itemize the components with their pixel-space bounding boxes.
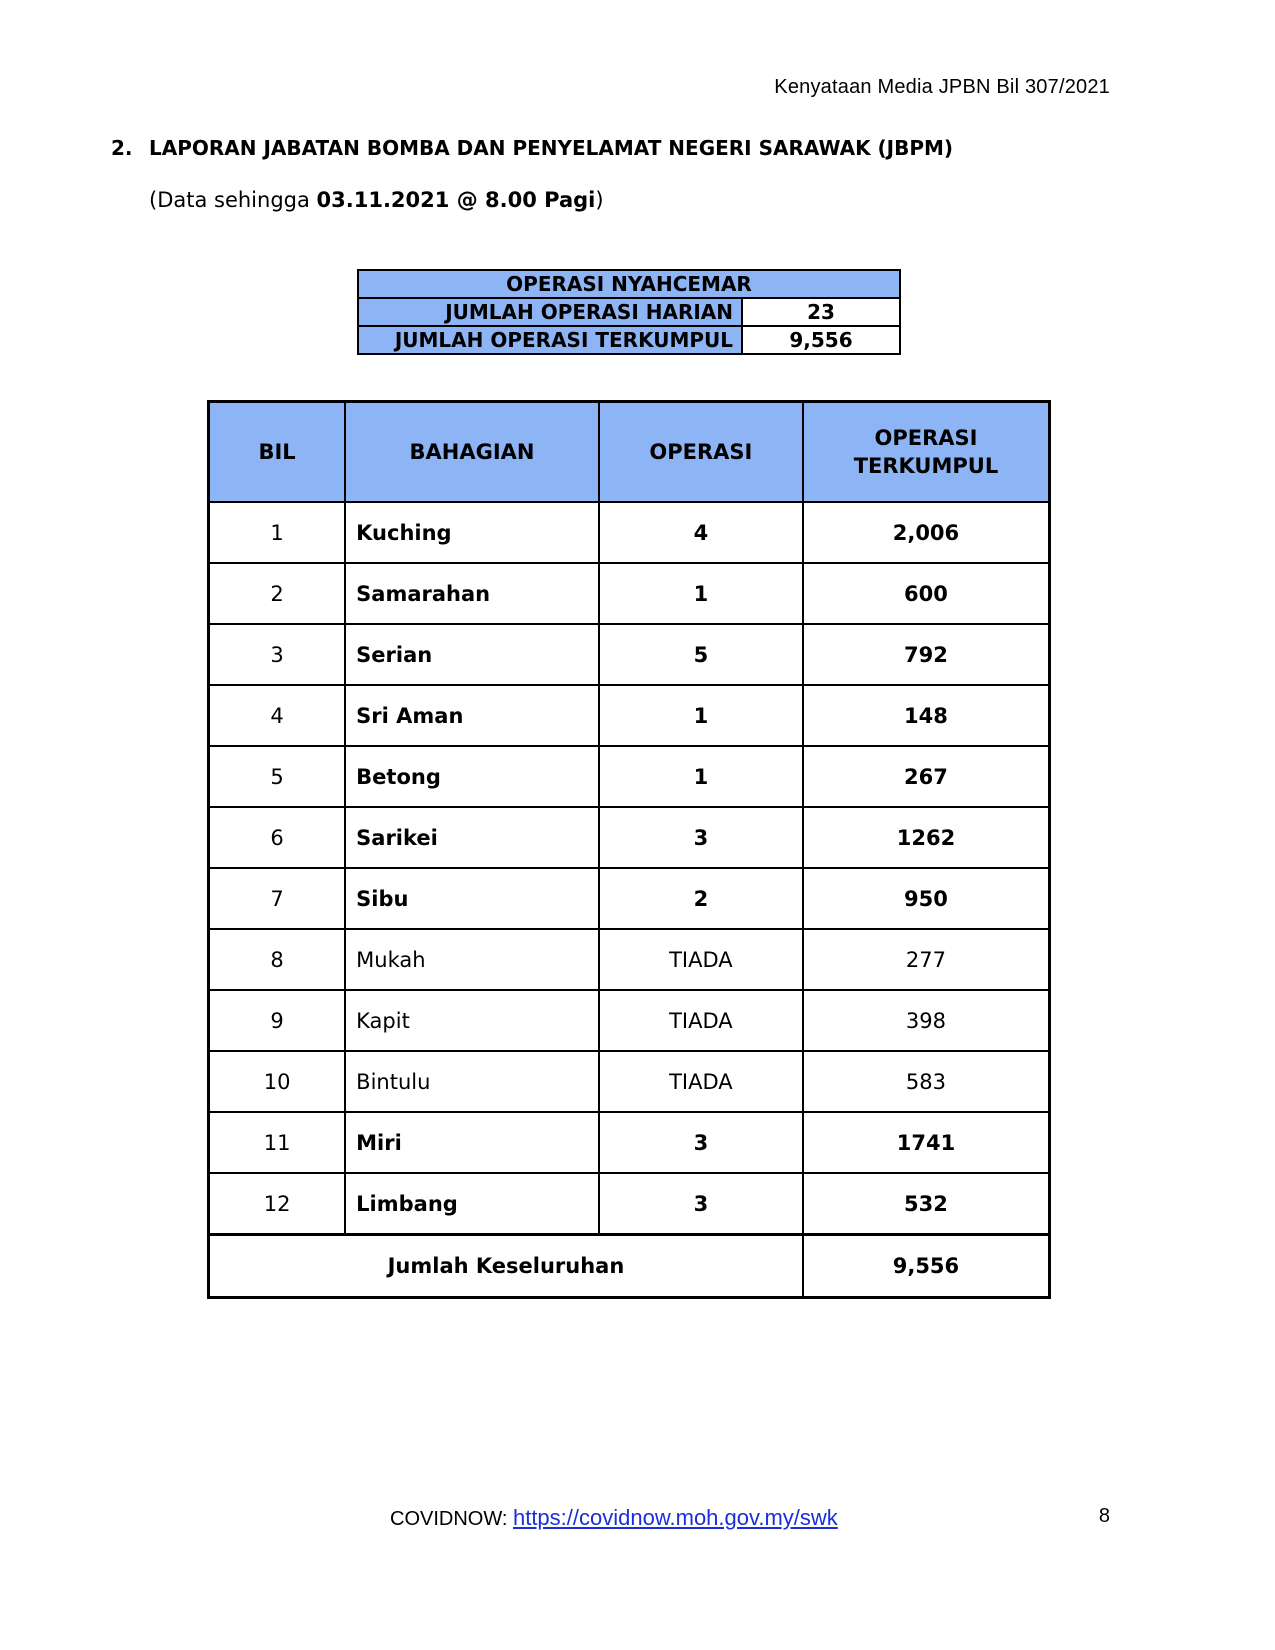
table-row — [209, 563, 1050, 624]
cell-operasi: 3 — [599, 1173, 803, 1235]
cell-terkumpul: 1262 — [803, 807, 1050, 868]
document-reference: Kenyataan Media JPBN Bil 307/2021 — [774, 76, 1110, 98]
footer-prefix: COVIDNOW: — [390, 1508, 513, 1530]
cell-terkumpul: 267 — [803, 746, 1050, 807]
cell-bahagian: Sarikei — [345, 807, 599, 868]
header-operasi: OPERASI — [599, 402, 803, 503]
cell-bahagian: Samarahan — [345, 563, 599, 624]
cell-operasi: 1 — [599, 685, 803, 746]
header-bahagian: BAHAGIAN — [345, 402, 599, 503]
cell-bil: 2 — [209, 563, 346, 624]
cell-terkumpul: 2,006 — [803, 502, 1050, 563]
cell-bil: 7 — [209, 868, 346, 929]
cell-operasi: TIADA — [599, 990, 803, 1051]
summary-value-terkumpul: 9,556 — [742, 326, 900, 354]
date-prefix: (Data sehingga — [149, 188, 317, 212]
header-terkumpul-line1: OPERASI — [874, 426, 978, 450]
cell-operasi: 1 — [599, 563, 803, 624]
cell-operasi: TIADA — [599, 1051, 803, 1112]
cell-bil: 12 — [209, 1173, 346, 1235]
cell-operasi: 3 — [599, 807, 803, 868]
cell-bil: 4 — [209, 685, 346, 746]
cell-operasi: 5 — [599, 624, 803, 685]
cell-bahagian: Kuching — [345, 502, 599, 563]
table-row — [209, 868, 1050, 929]
section-title-text: LAPORAN JABATAN BOMBA DAN PENYELAMAT NEGERI SARAWAK (JBPM) — [149, 136, 954, 160]
date-value: 03.11.2021 @ 8.00 Pagi — [316, 188, 596, 212]
cell-bil: 10 — [209, 1051, 346, 1112]
cell-terkumpul: 600 — [803, 563, 1050, 624]
cell-operasi: TIADA — [599, 929, 803, 990]
table-row — [209, 990, 1050, 1051]
cell-terkumpul: 398 — [803, 990, 1050, 1051]
cell-bil: 9 — [209, 990, 346, 1051]
header-operasi-terkumpul — [803, 402, 1050, 503]
cell-terkumpul: 532 — [803, 1173, 1050, 1235]
summary-title: OPERASI NYAHCEMAR — [358, 270, 900, 298]
cell-bahagian: Serian — [345, 624, 599, 685]
cell-bil: 5 — [209, 746, 346, 807]
cell-bahagian: Mukah — [345, 929, 599, 990]
total-row — [209, 1235, 1050, 1298]
cell-bil: 8 — [209, 929, 346, 990]
cell-bil: 1 — [209, 502, 346, 563]
table-header-row — [209, 402, 1050, 503]
table-row — [209, 502, 1050, 563]
covidnow-link[interactable]: https://covidnow.moh.gov.my/swk — [512, 1505, 838, 1530]
cell-bahagian: Kapit — [345, 990, 599, 1051]
table-row — [209, 685, 1050, 746]
table-row — [209, 1051, 1050, 1112]
cell-operasi: 4 — [599, 502, 803, 563]
summary-label-terkumpul: JUMLAH OPERASI TERKUMPUL — [358, 326, 742, 354]
data-date-line — [149, 188, 604, 212]
summary-label-harian: JUMLAH OPERASI HARIAN — [358, 298, 742, 326]
cell-operasi: 1 — [599, 746, 803, 807]
section-number: 2. — [111, 136, 133, 160]
table-row — [209, 807, 1050, 868]
cell-bahagian: Miri — [345, 1112, 599, 1173]
header-bil: BIL — [209, 402, 346, 503]
date-suffix: ) — [595, 188, 604, 212]
cell-bahagian: Bintulu — [345, 1051, 599, 1112]
table-row — [209, 746, 1050, 807]
cell-terkumpul: 583 — [803, 1051, 1050, 1112]
cell-terkumpul: 950 — [803, 868, 1050, 929]
section-title — [111, 136, 953, 160]
cell-operasi: 3 — [599, 1112, 803, 1173]
header-terkumpul-line2: TERKUMPUL — [853, 454, 999, 478]
footer — [390, 1505, 838, 1531]
cell-terkumpul: 1741 — [803, 1112, 1050, 1173]
cell-bil: 11 — [209, 1112, 346, 1173]
cell-bil: 6 — [209, 807, 346, 868]
cell-bahagian: Sri Aman — [345, 685, 599, 746]
operations-table — [207, 400, 1051, 1299]
table-row — [209, 624, 1050, 685]
cell-bahagian: Betong — [345, 746, 599, 807]
cell-terkumpul: 148 — [803, 685, 1050, 746]
table-row — [209, 1173, 1050, 1235]
cell-bahagian: Limbang — [345, 1173, 599, 1235]
cell-bahagian: Sibu — [345, 868, 599, 929]
total-label: Jumlah Keseluruhan — [209, 1235, 803, 1298]
cell-operasi: 2 — [599, 868, 803, 929]
page-number: 8 — [1098, 1505, 1110, 1527]
summary-value-harian: 23 — [742, 298, 900, 326]
summary-table — [357, 269, 901, 355]
table-row — [209, 929, 1050, 990]
cell-bil: 3 — [209, 624, 346, 685]
cell-terkumpul: 792 — [803, 624, 1050, 685]
cell-terkumpul: 277 — [803, 929, 1050, 990]
table-row — [209, 1112, 1050, 1173]
total-value: 9,556 — [803, 1235, 1050, 1298]
